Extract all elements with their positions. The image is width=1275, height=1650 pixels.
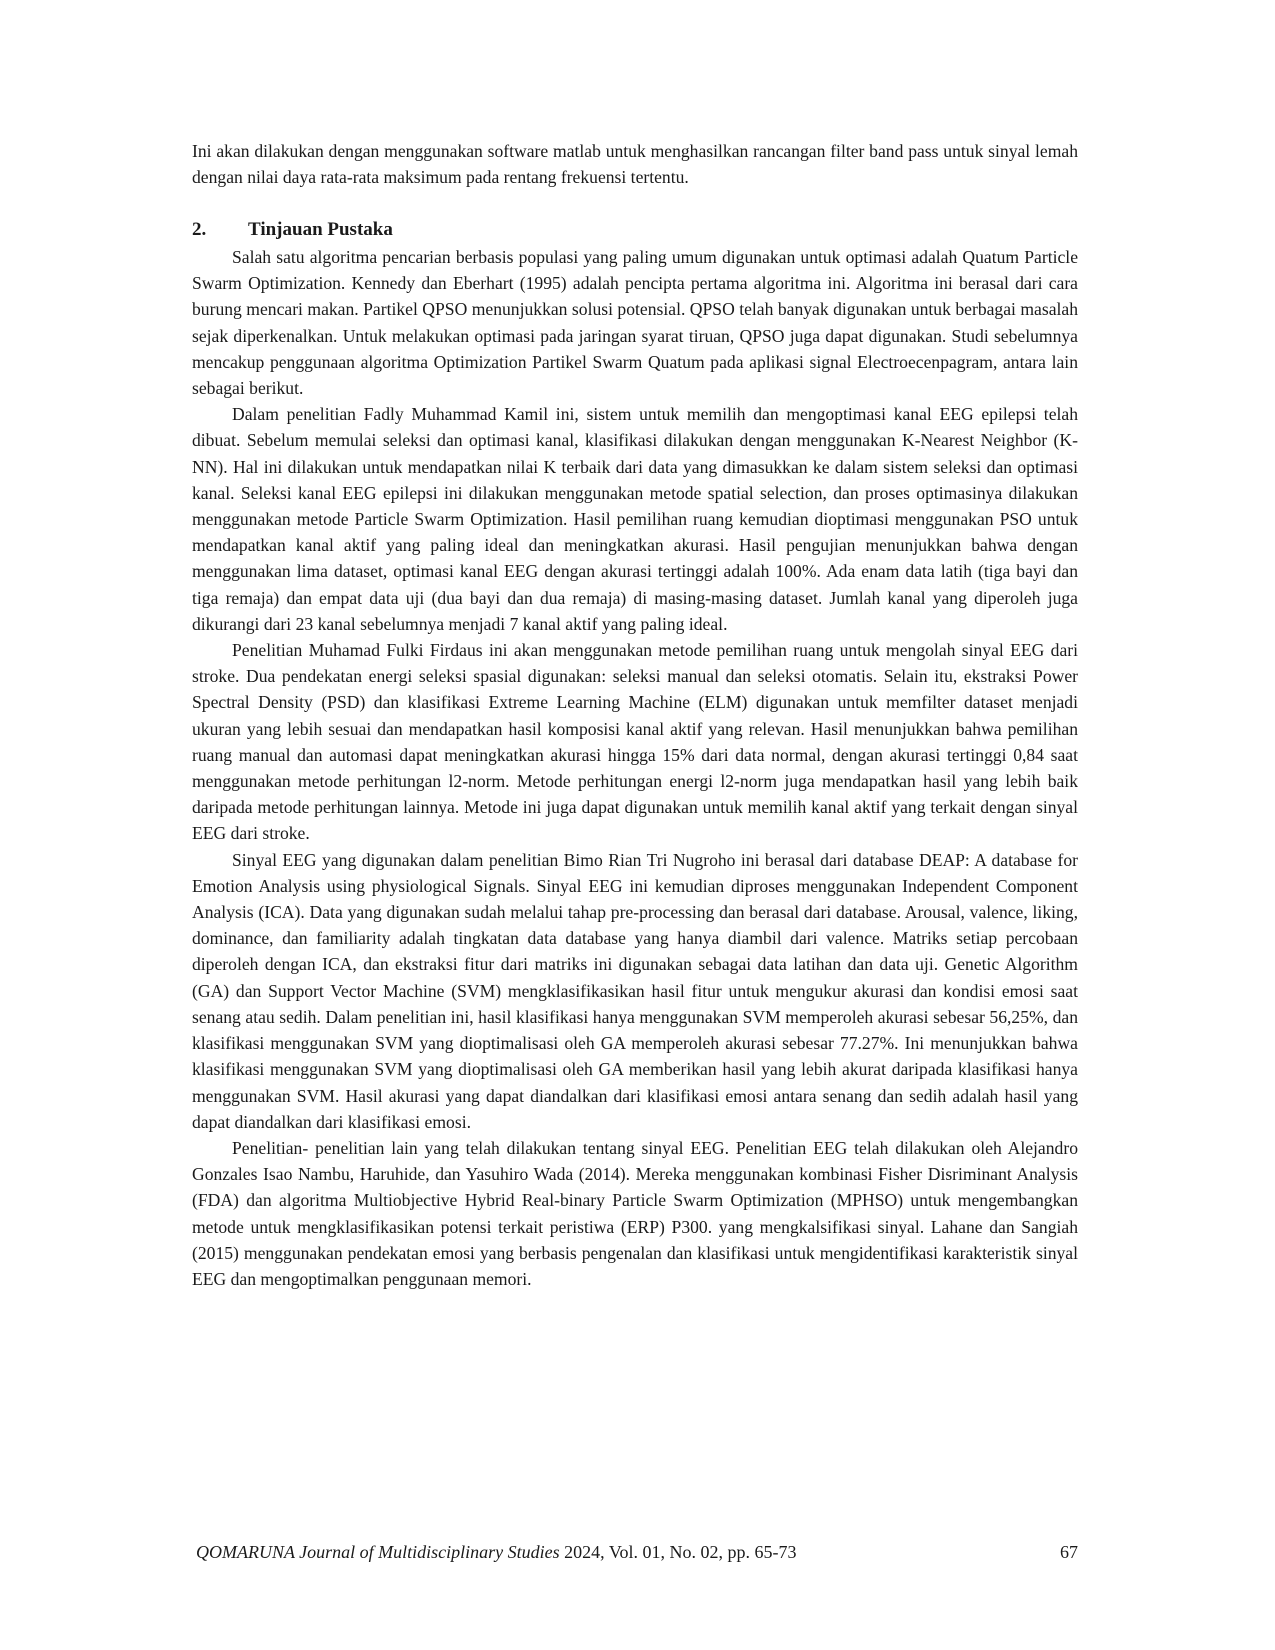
paragraph-fulki: Penelitian Muhamad Fulki Firdaus ini akan menggunakan metode pemilihan ruang untuk mengolah sinyal EEG dari stroke. Dua pendekatan energi seleksi spasial digunakan: seleksi manual dan seleksi otomatis. Selain itu, ekstraksi Power Spectral Density (PSD) dan klasifikasi Extreme Learning Machine (ELM) digunakan untuk memfilter dataset menjadi ukuran yang lebih sesuai dan mendapatkan hasil komposisi kanal aktif yang relevan. Hasil menunjukkan bahwa pemilihan ruang manual dan automasi dapat meningkatkan akurasi hingga 15% dari data normal, dengan akurasi tertinggi 0,84 saat menggunakan metode perhitungan l2-norm. Metode perhitungan energi l2-norm juga mendapatkan hasil yang lebih baik daripada metode perhitungan lainnya. Metode ini juga dapat digunakan untuk memilih kanal aktif yang terkait dengan sinyal EEG dari stroke. <box>192 640 1078 844</box>
page-number: 67 <box>1060 1542 1078 1562</box>
intro-paragraph: Ini akan dilakukan dengan menggunakan software matlab untuk menghasilkan rancangan filter band pass untuk sinyal lemah dengan nilai daya rata-rata maksimum pada rentang frekuensi tertentu. <box>192 141 1078 188</box>
journal-citation: 2024, Vol. 01, No. 02, pp. 65-73 <box>559 1542 797 1562</box>
literature-review-section <box>192 217 1078 1292</box>
journal-name: QOMARUNA Journal of Multidisciplinary Studies <box>196 1542 560 1562</box>
section-title: Tinjauan Pustaka <box>248 219 393 240</box>
paragraph-other-research: Penelitian- penelitian lain yang telah dilakukan tentang sinyal EEG. Penelitian EEG telah dilakukan oleh Alejandro Gonzales Isao Nambu, Haruhide, dan Yasuhiro Wada (2014). Mereka menggunakan kombinasi Fisher Disriminant Analysis (FDA) dan algoritma Multiobjective Hybrid Real-binary Particle Swarm Optimization (MPHSO) untuk mengembangkan metode untuk mengklasifikasikan potensi terkait peristiwa (ERP) P300. yang mengkalsifikasi sinyal. Lahane dan Sangiah (2015) menggunakan pendekatan emosi yang berbasis pengenalan dan klasifikasi untuk mengidentifikasi karakteristik sinyal EEG dan mengoptimalkan penggunaan memori. <box>192 1137 1078 1289</box>
section-number: 2. <box>192 219 207 240</box>
paragraph-bimo: Sinyal EEG yang digunakan dalam penelitian Bimo Rian Tri Nugroho ini berasal dari database DEAP: A database for Emotion Analysis using physiological Signals. Sinyal EEG ini kemudian diproses menggunakan Independent Component Analysis (ICA). Data yang digunakan sudah melalui tahap pre-processing dan berasal dari database. Arousal, valence, liking, dominance, dan familiarity adalah tingkatan data database yang hanya diambil dari valence. Matriks setiap percobaan diperoleh dengan ICA, dan ekstraksi fitur dari matriks ini digunakan sebagai data latihan dan data uji. Genetic Algorithm (GA) dan Support Vector Machine (SVM) mengklasifikasikan hasil fitur untuk mengukur akurasi dan kondisi emosi saat senang atau sedih. Dalam penelitian ini, hasil klasifikasi hanya menggunakan SVM memperoleh akurasi sebesar 56,25%, dan klasifikasi menggunakan SVM yang dioptimalisasi oleh GA memperoleh akurasi sebesar 77.27%. Ini menunjukkan bahwa klasifikasi menggunakan SVM yang dioptimalisasi oleh GA memberikan hasil yang lebih akurat daripada klasifikasi hanya menggunakan SVM. Hasil akurasi yang dapat diandalkan dari klasifikasi emosi antara senang dan sedih adalah hasil yang dapat diandalkan dari klasifikasi emosi. <box>192 849 1078 1132</box>
paragraph-fadly: Dalam penelitian Fadly Muhammad Kamil ini, sistem untuk memilih dan mengoptimasi kanal EEG epilepsi telah dibuat. Sebelum memulai seleksi dan optimasi kanal, klasifikasi dilakukan dengan menggunakan K-Nearest Neighbor (K-NN). Hal ini dilakukan untuk mendapatkan nilai K terbaik dari data yang dimasukkan ke dalam sistem seleksi dan optimasi kanal. Seleksi kanal EEG epilepsi ini dilakukan menggunakan metode spatial selection, dan proses optimasinya dilakukan menggunakan metode Particle Swarm Optimization. Hasil pemilihan ruang kemudian dioptimasi menggunakan PSO untuk mendapatkan kanal aktif yang paling ideal dan meningkatkan akurasi. Hasil pengujian menunjukkan bahwa dengan menggunakan lima dataset, optimasi kanal EEG dengan akurasi tertinggi adalah 100%. Ada enam data latih (tiga bayi dan tiga remaja) dan empat data uji (dua bayi dan dua remaja) di masing-masing dataset. Jumlah kanal yang diperoleh juga dikurangi dari 23 kanal sebelumnya menjadi 7 kanal aktif yang paling ideal. <box>192 404 1078 634</box>
page-footer <box>196 1540 1078 1564</box>
paragraph-qpso: Salah satu algoritma pencarian berbasis populasi yang paling umum digunakan untuk optimasi adalah Quatum Particle Swarm Optimization. Kennedy dan Eberhart (1995) adalah pencipta pertama algoritma ini. Algoritma ini berasal dari cara burung mencari makan. Partikel QPSO menunjukkan solusi potensial. QPSO telah banyak digunakan untuk berbagai masalah sejak diperkenalkan. Untuk melakukan optimasi pada jaringan syarat tiruan, QPSO juga dapat digunakan. Studi sebelumnya mencakup penggunaan algoritma Optimization Partikel Swarm Quatum pada aplikasi signal Electroecenpagram, antara lain sebagai berikut. <box>192 247 1078 399</box>
intro-paragraph-block <box>192 138 1078 190</box>
section-heading <box>192 217 1078 243</box>
